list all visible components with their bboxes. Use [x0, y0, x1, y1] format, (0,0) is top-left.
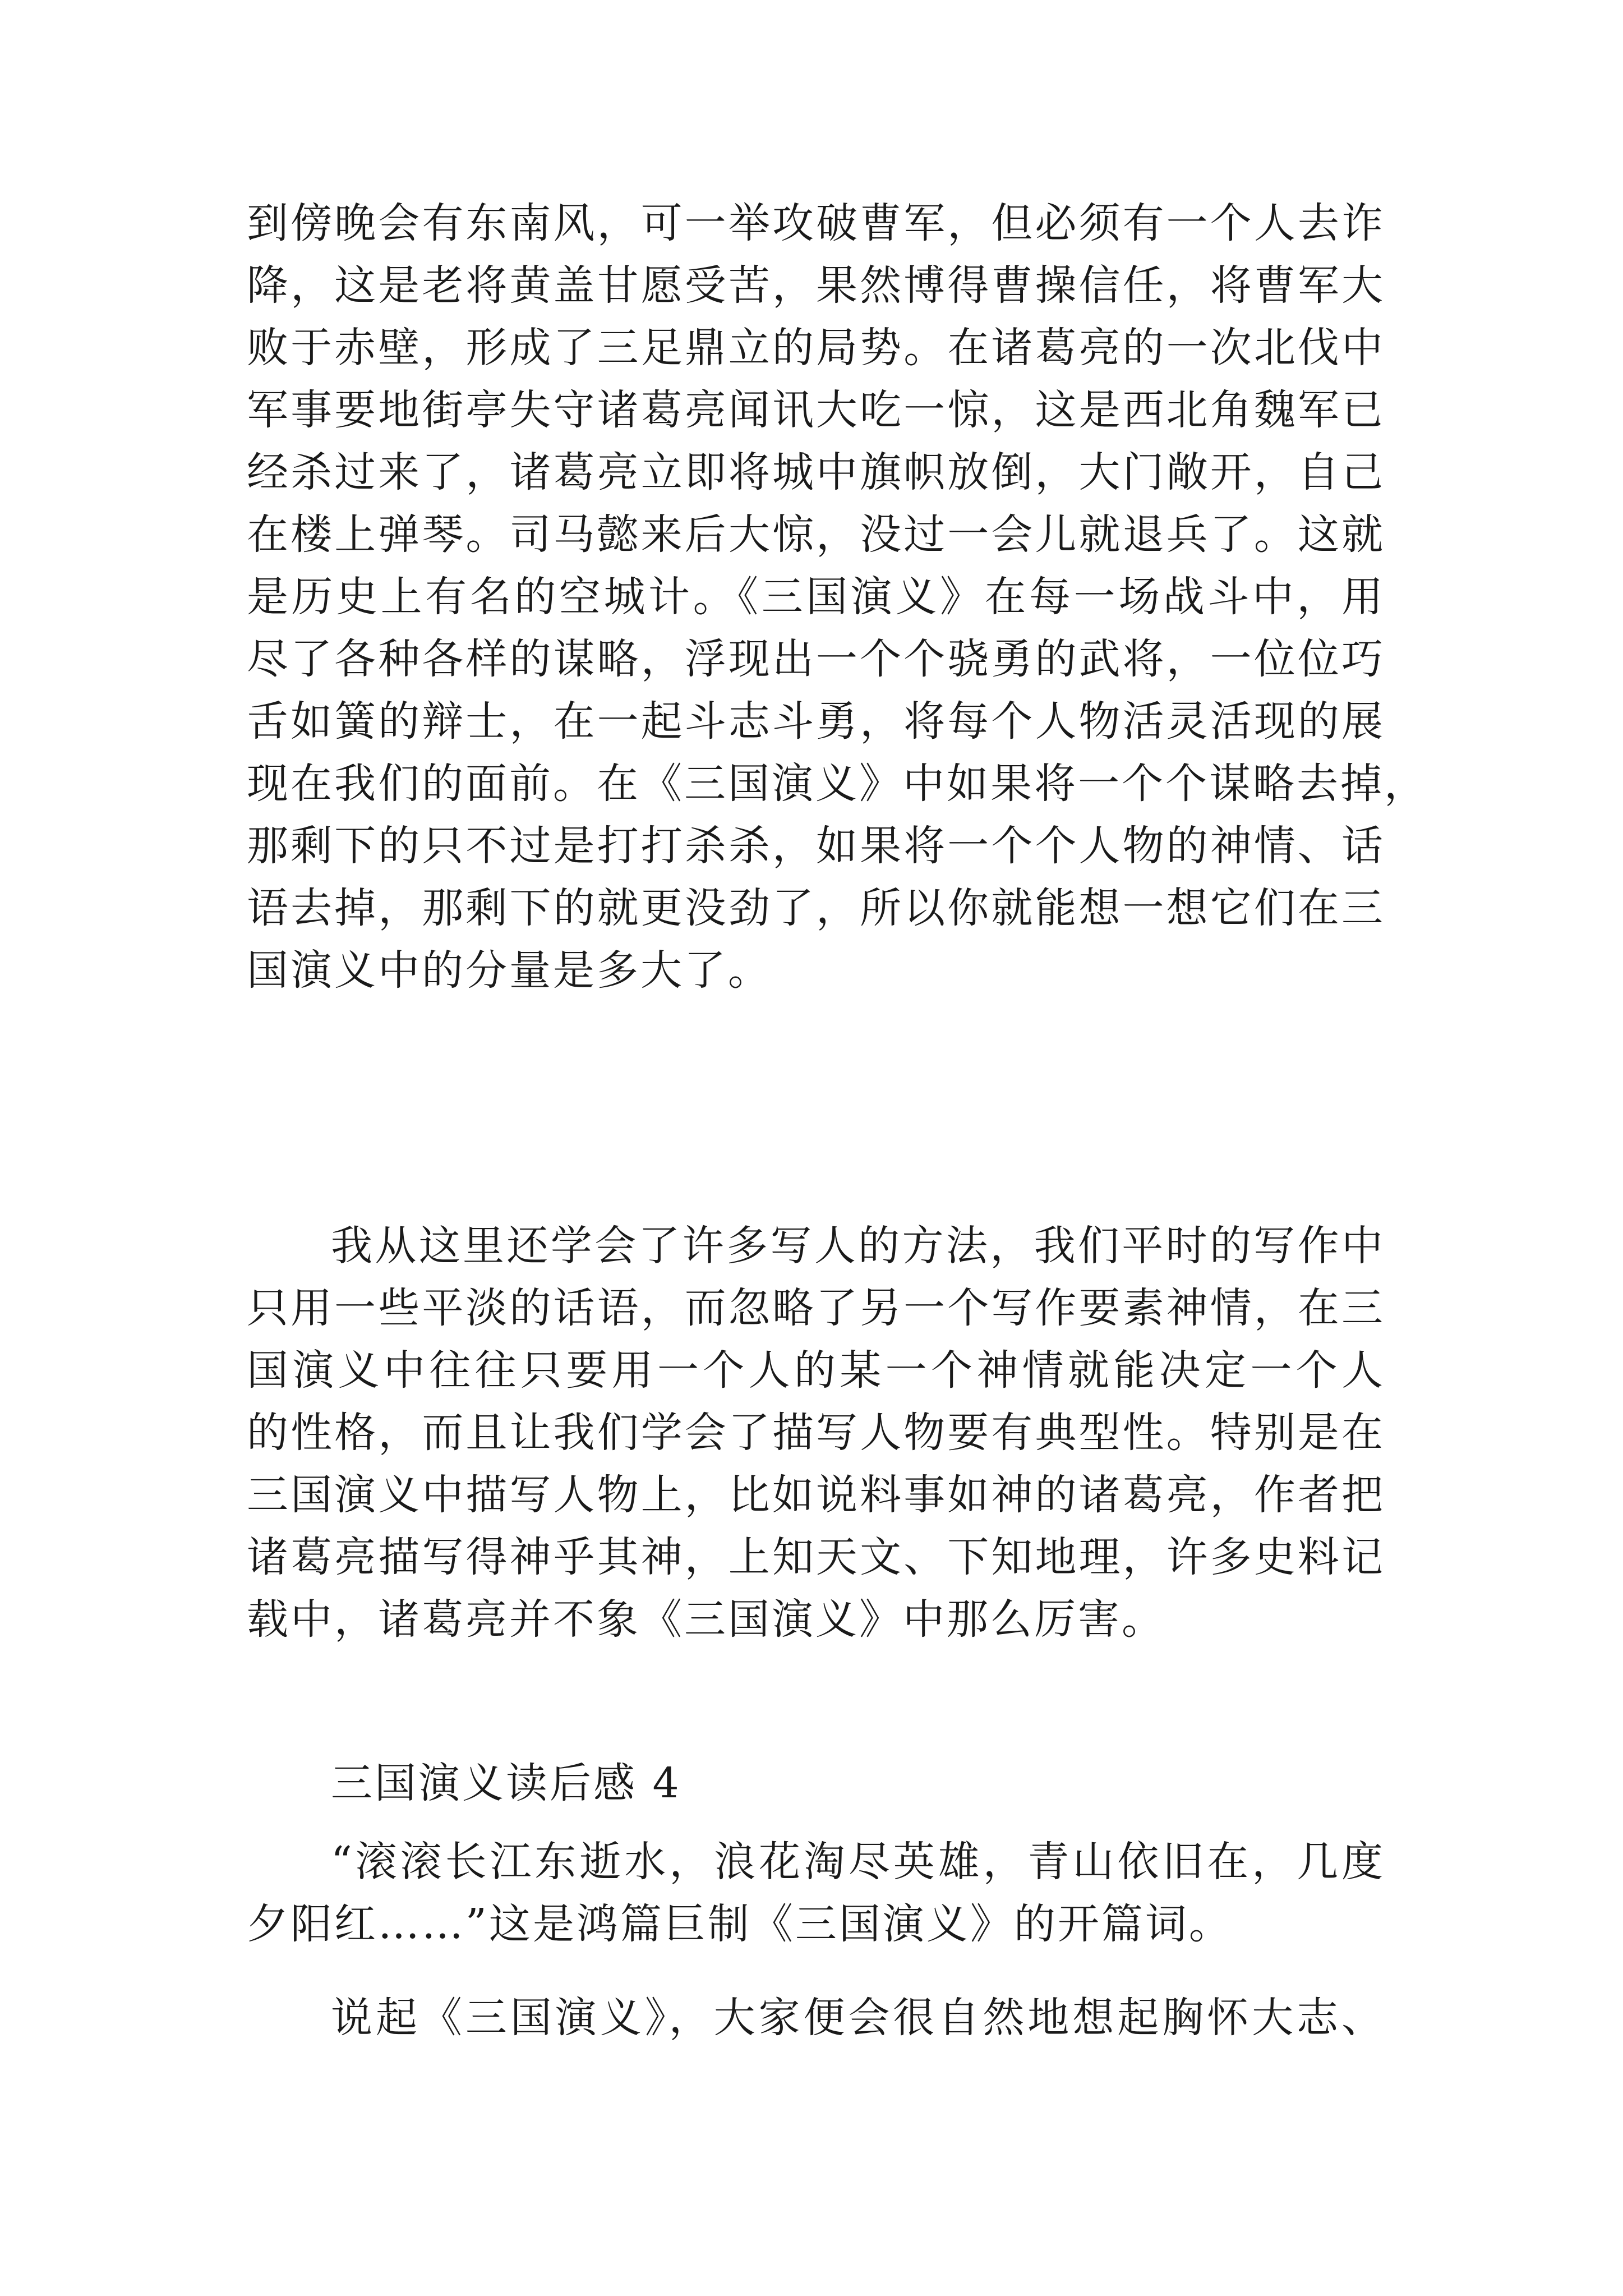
paragraph: [247, 1831, 1385, 1955]
text-line: 说起《三国演义》，大家便会很自然地想起胸怀大志、: [331, 1994, 1385, 2042]
text-line: 只用一些平淡的话语，而忽略了另一个写作要素神情，在三: [247, 1284, 1385, 1332]
text-line: 军事要地街亭失守诸葛亮闻讯大吃一惊，这是西北角魏军已: [247, 386, 1385, 434]
text-line: 是历史上有名的空城计。《三国演义》在每一场战斗中，用: [247, 573, 1385, 621]
paragraph-continued: [247, 192, 1428, 1002]
text-line: 到傍晚会有东南风，可一举攻破曹军，但必须有一个人去诈: [247, 199, 1385, 247]
text-line: 夕阳红……”这是鸿篇巨制《三国演义》的开篇词。: [247, 1900, 1233, 1948]
section-title: 三国演义读后感 4: [331, 1759, 681, 1807]
text-line: “滚滚长江东逝水，浪花淘尽英雄，青山依旧在，几度: [331, 1838, 1385, 1886]
text-line: 在楼上弹琴。司马懿来后大惊，没过一会儿就退兵了。这就: [247, 510, 1385, 559]
text-line: 现在我们的面前。在《三国演义》中如果将一个个谋略去掉，: [247, 760, 1428, 808]
text-line: 国演义中往往只要用一个人的某一个神情就能决定一个人: [247, 1346, 1385, 1395]
text-line: 国演义中的分量是多大了。: [247, 946, 772, 995]
text-line: 降，这是老将黄盖甘愿受苦，果然博得曹操信任，将曹军大: [247, 261, 1385, 310]
text-line: 的性格，而且让我们学会了描写人物要有典型性。特别是在: [247, 1409, 1385, 1457]
text-line: 败于赤壁，形成了三足鼎立的局势。在诸葛亮的一次北伐中: [247, 324, 1385, 372]
paragraph: [247, 1215, 1385, 1651]
text-line: 经杀过来了，诸葛亮立即将城中旗帜放倒，大门敞开，自己: [247, 448, 1385, 496]
text-line: 舌如簧的辩士，在一起斗志斗勇，将每个人物活灵活现的展: [247, 697, 1385, 746]
text-line: 载中，诸葛亮并不象《三国演义》中那么厉害。: [247, 1595, 1165, 1644]
text-line: 三国演义中描写人物上，比如说料事如神的诸葛亮，作者把: [247, 1471, 1385, 1519]
text-line: 我从这里还学会了许多写人的方法，我们平时的写作中: [331, 1222, 1385, 1270]
paragraph: [247, 1987, 1385, 2049]
text-line: 那剩下的只不过是打打杀杀，如果将一个个人物的神情、话: [247, 822, 1385, 870]
text-line: 语去掉，那剩下的就更没劲了，所以你就能想一想它们在三: [247, 884, 1385, 932]
text-line: 诸葛亮描写得神乎其神，上知天文、下知地理，许多史料记: [247, 1533, 1385, 1581]
text-line: 尽了各种各样的谋略，浮现出一个个骁勇的武将，一位位巧: [247, 635, 1385, 683]
section-heading: [247, 1752, 1385, 1815]
